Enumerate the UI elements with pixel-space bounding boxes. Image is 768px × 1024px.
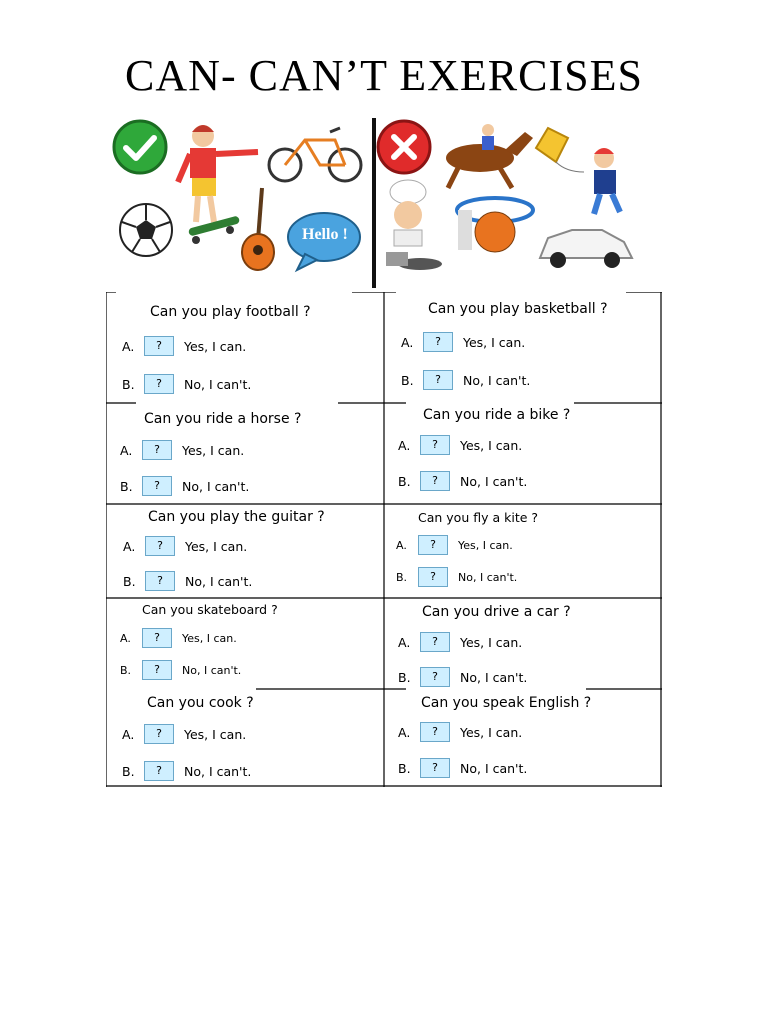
answer-option-b[interactable]: [398, 667, 527, 687]
answer-box[interactable]: ?: [420, 667, 450, 687]
option-text: No, I can't.: [182, 663, 242, 677]
question-text: Can you ride a horse ?: [144, 411, 302, 427]
picture-divider: [372, 118, 376, 288]
option-letter: B.: [120, 663, 132, 677]
answer-option-a[interactable]: [398, 632, 522, 652]
answer-option-b[interactable]: [122, 761, 251, 781]
kite-icon: [536, 128, 584, 172]
option-text: No, I can't.: [458, 570, 518, 584]
answer-box[interactable]: ?: [145, 571, 175, 591]
option-text: Yes, I can.: [184, 726, 247, 742]
answer-box[interactable]: ?: [420, 758, 450, 778]
answer-box[interactable]: ?: [420, 722, 450, 742]
answer-option-a[interactable]: [398, 722, 522, 742]
answer-box[interactable]: ?: [418, 567, 448, 587]
option-letter: A.: [401, 334, 414, 350]
hello-bubble-text: Hello !: [302, 226, 348, 243]
option-letter: B.: [401, 372, 414, 388]
illustrations: [0, 0, 768, 300]
option-letter: A.: [398, 634, 411, 650]
option-text: No, I can't.: [463, 372, 531, 388]
question-text: Can you ride a bike ?: [423, 407, 571, 423]
option-letter: B.: [122, 763, 135, 779]
answer-box[interactable]: ?: [418, 535, 448, 555]
question-text: Can you play basketball ?: [428, 301, 608, 317]
option-text: Yes, I can.: [460, 634, 523, 650]
option-letter: A.: [122, 338, 135, 354]
question-text: Can you drive a car ?: [422, 604, 571, 620]
option-text: Yes, I can.: [463, 334, 526, 350]
option-letter: A.: [122, 726, 135, 742]
option-text: Yes, I can.: [182, 631, 237, 645]
option-letter: B.: [122, 376, 135, 392]
answer-option-a[interactable]: [123, 536, 247, 556]
basketball-icon: [457, 198, 533, 252]
page-title: CAN- CAN’T EXERCISES: [125, 51, 643, 100]
answer-option-a[interactable]: [122, 724, 246, 744]
option-letter: A.: [120, 631, 131, 645]
option-text: No, I can't.: [184, 376, 252, 392]
answer-box[interactable]: ?: [144, 336, 174, 356]
option-letter: A.: [120, 442, 133, 458]
answer-box[interactable]: ?: [142, 440, 172, 460]
answer-box[interactable]: ?: [144, 724, 174, 744]
kite-boy-icon: [594, 148, 620, 214]
answer-option-b[interactable]: [120, 476, 249, 496]
option-letter: B.: [398, 473, 411, 489]
option-text: No, I can't.: [182, 478, 250, 494]
question-text: Can you speak English ?: [421, 695, 592, 711]
option-letter: B.: [120, 478, 133, 494]
option-letter: A.: [398, 724, 411, 740]
question-text: Can you cook ?: [147, 695, 254, 711]
option-letter: A.: [396, 538, 407, 552]
bike-icon: [269, 128, 361, 181]
question-text: Can you play football ?: [150, 304, 311, 320]
question-text: Can you fly a kite ?: [418, 510, 539, 525]
option-text: No, I can't.: [184, 763, 252, 779]
answer-option-a[interactable]: [398, 435, 522, 455]
answer-option-a[interactable]: [396, 535, 513, 555]
answer-box[interactable]: ?: [420, 435, 450, 455]
answer-option-b[interactable]: [396, 567, 517, 587]
option-text: No, I can't.: [185, 573, 253, 589]
answer-box[interactable]: ?: [145, 536, 175, 556]
question-text: Can you play the guitar ?: [148, 509, 325, 525]
car-icon: [540, 230, 632, 268]
option-text: Yes, I can.: [184, 338, 247, 354]
option-text: No, I can't.: [460, 760, 528, 776]
football-icon: [120, 204, 172, 256]
answer-box[interactable]: ?: [142, 660, 172, 680]
answer-option-a[interactable]: [120, 628, 237, 648]
answer-option-b[interactable]: [401, 370, 530, 390]
answer-box[interactable]: ?: [142, 476, 172, 496]
answer-box[interactable]: ?: [423, 332, 453, 352]
option-letter: B.: [123, 573, 136, 589]
answer-option-b[interactable]: [123, 571, 252, 591]
answer-box[interactable]: ?: [423, 370, 453, 390]
answer-option-b[interactable]: [120, 660, 241, 680]
answer-option-a[interactable]: [122, 336, 246, 356]
answer-option-b[interactable]: [398, 471, 527, 491]
option-text: No, I can't.: [460, 669, 528, 685]
answer-box[interactable]: ?: [420, 471, 450, 491]
answer-box[interactable]: ?: [144, 374, 174, 394]
answer-option-b[interactable]: [122, 374, 251, 394]
cross-icon: [378, 121, 430, 173]
option-letter: A.: [398, 437, 411, 453]
option-text: Yes, I can.: [458, 538, 513, 552]
answer-option-a[interactable]: [120, 440, 244, 460]
answer-box[interactable]: ?: [420, 632, 450, 652]
guitar-icon: [242, 188, 274, 270]
answer-box[interactable]: ?: [144, 761, 174, 781]
chef-icon: [386, 180, 442, 270]
option-text: Yes, I can.: [185, 538, 248, 554]
boy-pointing-icon: [178, 125, 258, 222]
option-letter: A.: [123, 538, 136, 554]
option-letter: B.: [398, 669, 411, 685]
option-letter: B.: [398, 760, 411, 776]
option-letter: B.: [396, 570, 408, 584]
option-text: Yes, I can.: [460, 437, 523, 453]
horse-icon: [446, 124, 533, 188]
option-text: Yes, I can.: [182, 442, 245, 458]
option-text: No, I can't.: [460, 473, 528, 489]
answer-option-a[interactable]: [401, 332, 525, 352]
question-text: Can you skateboard ?: [142, 602, 278, 617]
option-text: Yes, I can.: [460, 724, 523, 740]
check-icon: [114, 121, 166, 173]
answer-box[interactable]: ?: [142, 628, 172, 648]
answer-option-b[interactable]: [398, 758, 527, 778]
